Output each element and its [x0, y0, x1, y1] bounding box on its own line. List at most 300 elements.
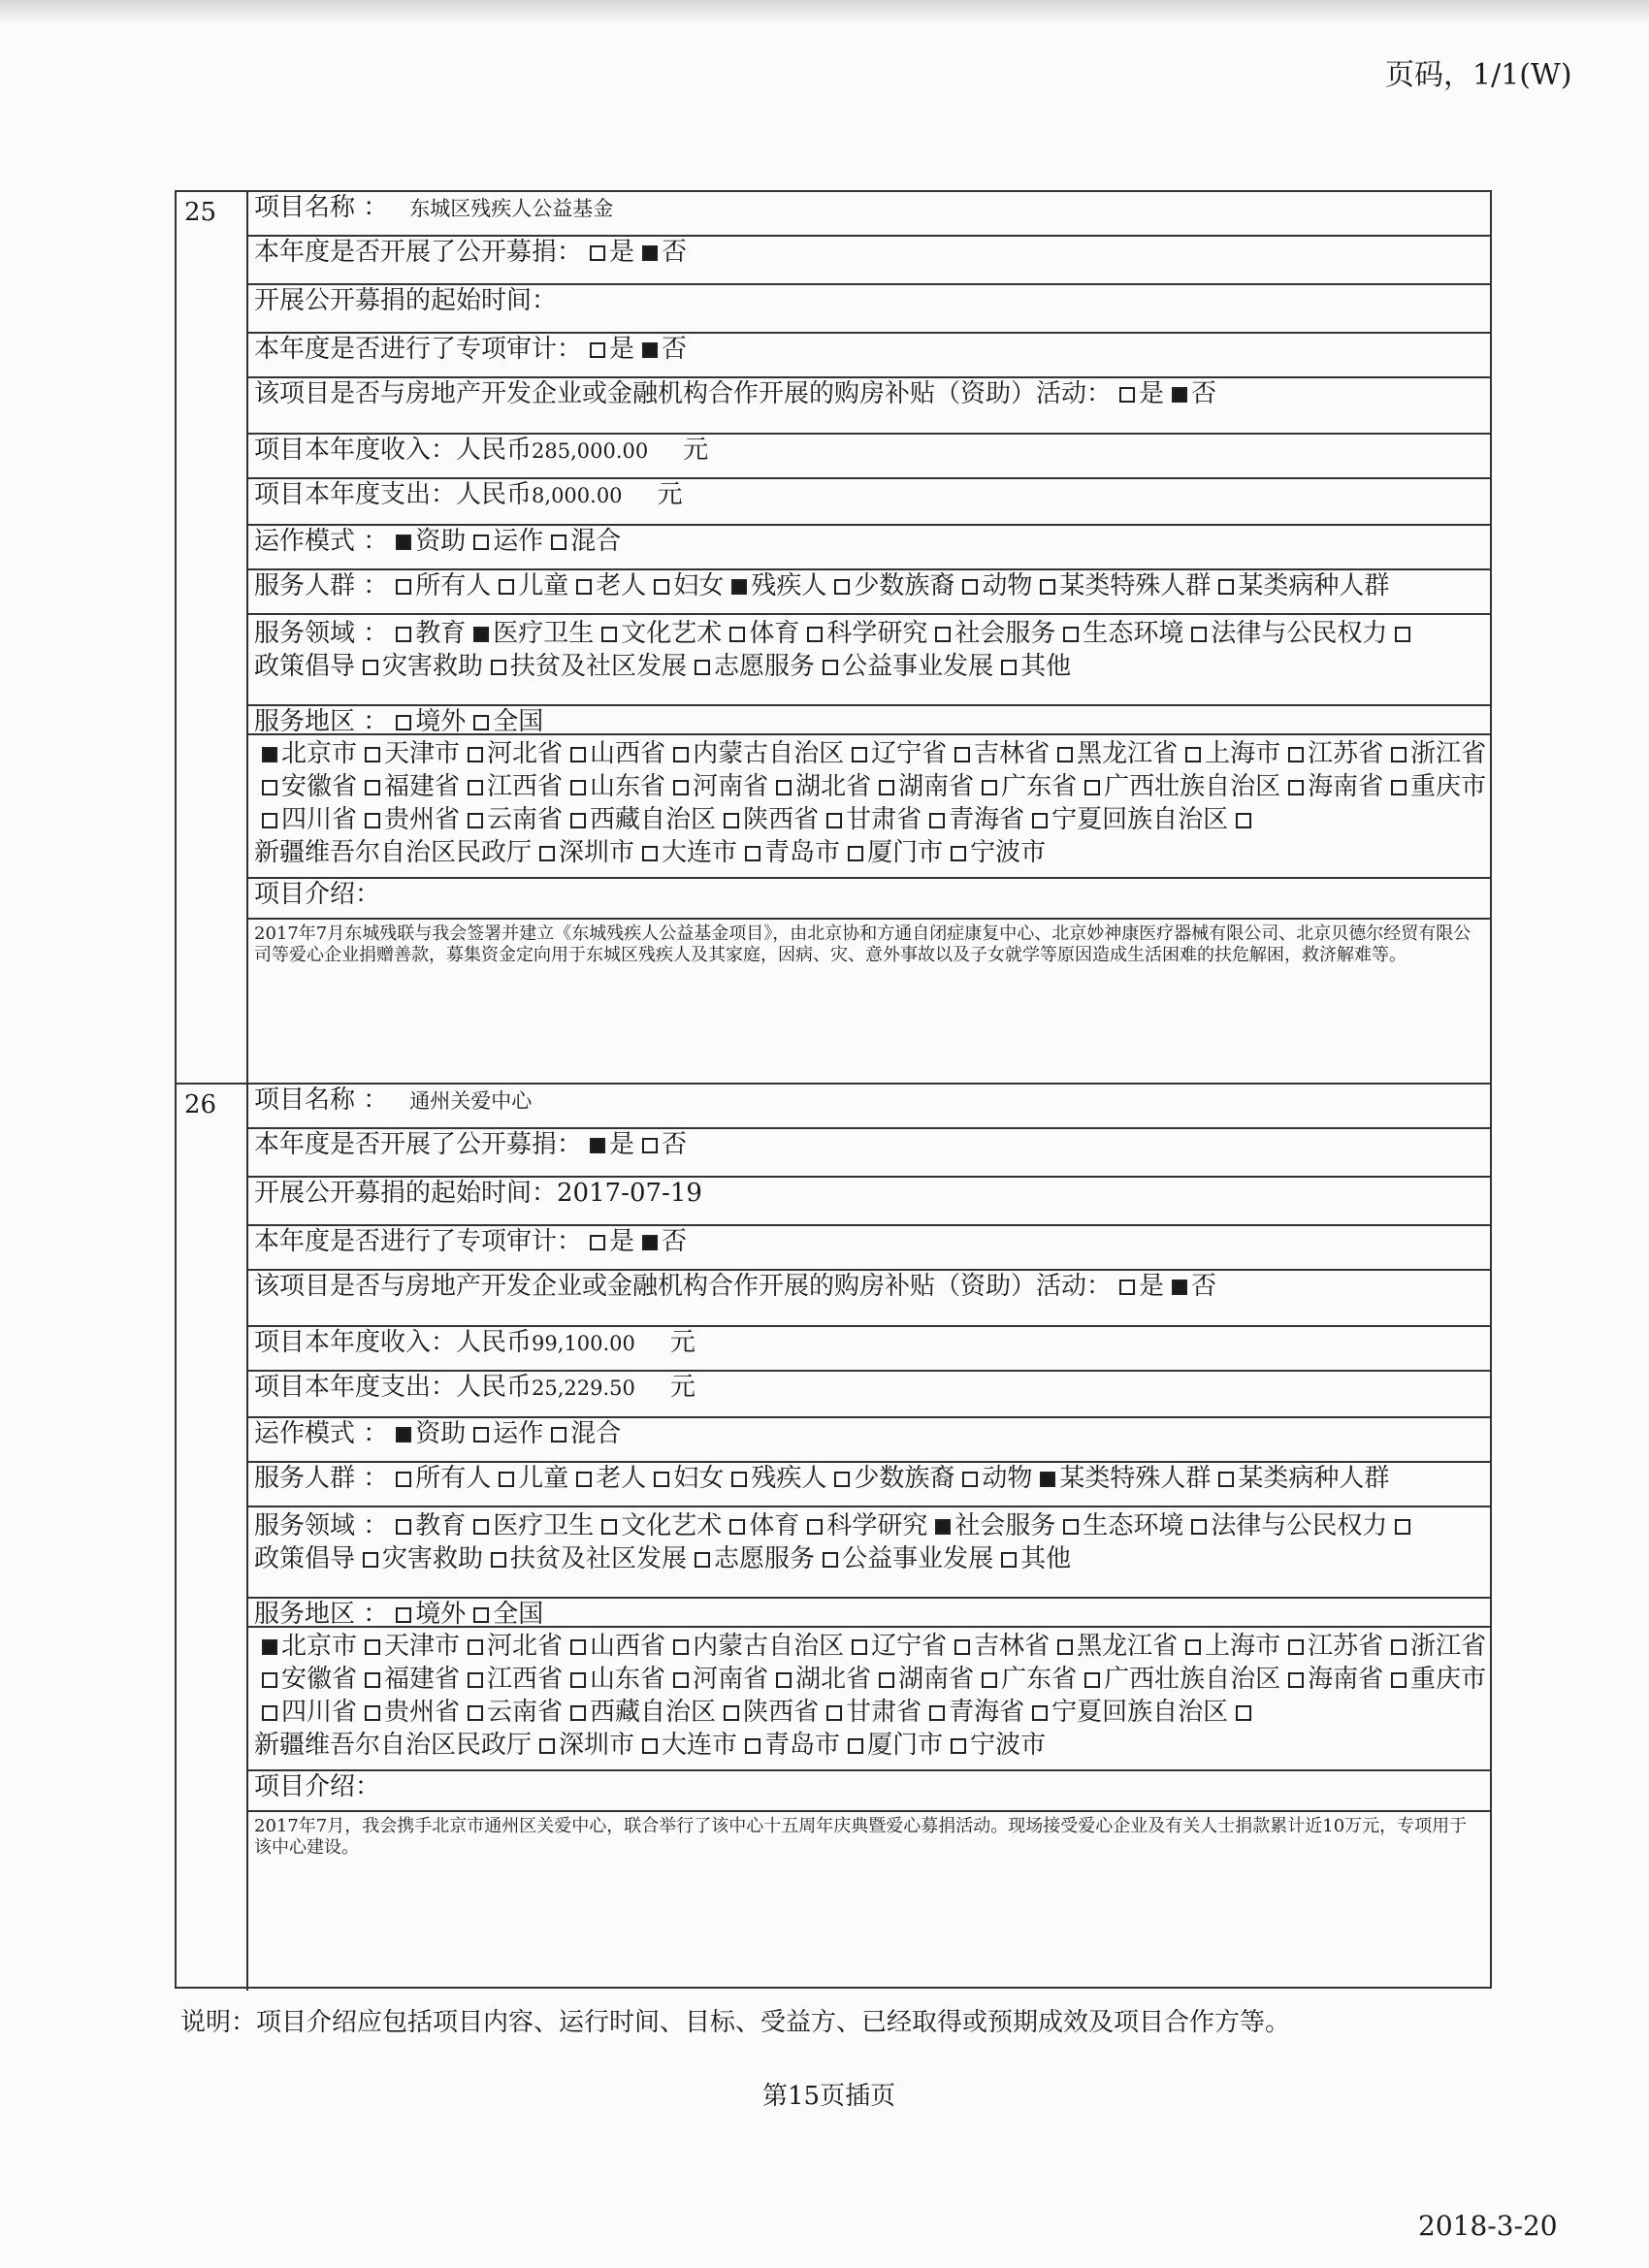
region-option[interactable] [1178, 739, 1280, 768]
operation-mode-option[interactable] [543, 1419, 621, 1448]
checkbox[interactable] [1391, 747, 1406, 762]
checkbox[interactable] [729, 1519, 745, 1535]
checkbox[interactable] [848, 1738, 863, 1754]
region-option[interactable] [974, 772, 1077, 801]
checkbox[interactable] [642, 1738, 658, 1754]
expense-value: 8,000.00 [532, 484, 623, 507]
checkbox[interactable] [590, 245, 605, 261]
region-option[interactable] [1050, 1632, 1178, 1661]
service-field-option[interactable] [355, 652, 483, 681]
checkbox[interactable] [1032, 1705, 1048, 1721]
checkbox[interactable] [731, 1472, 747, 1487]
checkbox[interactable] [848, 846, 863, 861]
region-option[interactable] [922, 1698, 1024, 1727]
region-option[interactable] [254, 805, 357, 834]
region-option[interactable] [563, 1632, 665, 1661]
checkbox[interactable] [590, 1235, 605, 1250]
region-option[interactable] [460, 1632, 563, 1661]
region-option[interactable] [1024, 805, 1228, 834]
checkbox[interactable] [551, 1427, 566, 1442]
service-field-option[interactable] [483, 1544, 687, 1573]
checkbox[interactable] [468, 747, 483, 762]
region-option[interactable] [634, 838, 737, 867]
special-audit-no[interactable] [634, 335, 687, 364]
region-option-label: 重庆市 [1410, 772, 1487, 801]
region-option[interactable] [737, 1731, 840, 1760]
checkbox[interactable] [473, 535, 489, 550]
service-population-option[interactable] [826, 1464, 954, 1493]
checkbox[interactable] [954, 1639, 970, 1655]
checkbox[interactable] [776, 780, 792, 795]
checkbox[interactable] [601, 1519, 617, 1535]
checkbox[interactable] [1185, 747, 1201, 762]
checkbox[interactable] [1119, 387, 1135, 403]
region-option[interactable] [665, 1665, 768, 1694]
region-option[interactable] [460, 739, 563, 768]
checkbox[interactable] [1391, 1672, 1406, 1688]
region-option[interactable] [1383, 1632, 1486, 1661]
checkbox[interactable] [570, 780, 586, 795]
region-option[interactable] [1024, 1698, 1228, 1727]
service-population-option[interactable] [826, 571, 954, 600]
checkbox[interactable] [954, 747, 970, 762]
region-scope-option[interactable] [466, 707, 543, 735]
checkbox[interactable] [695, 660, 710, 675]
region-option[interactable] [1280, 739, 1383, 768]
service-field-option[interactable] [388, 1511, 466, 1540]
service-field-row [248, 615, 1490, 706]
checkbox[interactable] [539, 1738, 555, 1754]
checkbox[interactable] [576, 1472, 592, 1487]
service-field-option[interactable] [1055, 1511, 1183, 1540]
service-population-option[interactable] [646, 571, 724, 600]
region-option-label: 深圳市 [559, 1731, 635, 1760]
checkbox[interactable] [1084, 780, 1100, 795]
checkbox[interactable] [491, 660, 506, 675]
region-option-label: 北京市 [281, 739, 358, 768]
checkbox[interactable] [551, 535, 566, 550]
checkbox[interactable] [365, 780, 380, 795]
checkbox[interactable] [642, 245, 658, 261]
checkbox[interactable] [590, 342, 605, 358]
checkbox[interactable] [807, 627, 823, 642]
public-fundraising-no[interactable] [634, 238, 687, 267]
region-option[interactable] [1050, 739, 1178, 768]
service-population-option[interactable] [491, 1464, 568, 1493]
checkbox[interactable] [852, 1639, 867, 1655]
service-population-option[interactable] [1032, 571, 1211, 600]
service-field-option[interactable] [687, 1544, 815, 1573]
region-option[interactable] [460, 1665, 563, 1694]
region-option[interactable] [1077, 772, 1280, 801]
service-field-option[interactable] [815, 1544, 993, 1573]
checkbox[interactable] [396, 1427, 411, 1442]
checkbox[interactable] [1057, 1639, 1073, 1655]
checkbox[interactable] [1191, 1519, 1207, 1535]
checkbox[interactable] [396, 579, 411, 595]
service-population-option[interactable] [954, 571, 1032, 600]
service-field-option[interactable] [1183, 1511, 1387, 1540]
checkbox[interactable] [365, 1672, 380, 1688]
checkbox[interactable] [1063, 627, 1079, 642]
checkbox[interactable] [935, 1519, 951, 1535]
region-option[interactable] [460, 1698, 563, 1727]
checkbox[interactable] [962, 579, 978, 595]
service-field-option[interactable] [722, 1511, 799, 1540]
checkbox[interactable] [396, 1519, 411, 1535]
region-option[interactable] [1280, 1632, 1383, 1661]
checkbox[interactable] [396, 715, 411, 730]
checkbox[interactable] [468, 1672, 483, 1688]
checkbox[interactable] [834, 1472, 850, 1487]
special-audit-yes[interactable] [582, 335, 634, 364]
region-option[interactable] [947, 739, 1050, 768]
region-option[interactable] [563, 1698, 716, 1727]
checkbox[interactable] [570, 813, 586, 828]
checkbox[interactable] [365, 747, 380, 762]
region-option[interactable] [460, 772, 563, 801]
service-field-option[interactable] [1183, 619, 1387, 648]
public-fundraising-yes[interactable] [582, 1130, 634, 1159]
region-option-label: 云南省 [487, 1698, 564, 1727]
checkbox[interactable] [570, 1705, 586, 1721]
region-option[interactable] [716, 1698, 819, 1727]
checkbox[interactable] [262, 813, 277, 828]
region-option[interactable] [254, 1665, 357, 1694]
region-option[interactable] [254, 1698, 357, 1727]
checkbox[interactable] [807, 1519, 823, 1535]
region-scope-option[interactable] [388, 1600, 466, 1628]
checkbox[interactable] [951, 1738, 966, 1754]
checkbox[interactable] [1395, 627, 1410, 642]
checkbox[interactable] [654, 1472, 669, 1487]
special-audit-no[interactable] [634, 1227, 687, 1256]
checkbox[interactable] [935, 627, 951, 642]
checkbox[interactable] [1288, 1672, 1304, 1688]
service-population-option[interactable] [568, 1464, 646, 1493]
service-population-option[interactable] [1211, 1464, 1389, 1493]
checkbox[interactable] [499, 1472, 514, 1487]
operation-mode-option[interactable] [388, 1419, 466, 1448]
checkbox[interactable] [396, 1472, 411, 1487]
region-scope-option-label: 全国 [493, 707, 544, 735]
region-option[interactable] [1280, 772, 1383, 801]
region-option[interactable] [357, 1665, 460, 1694]
service-field-option[interactable] [483, 652, 687, 681]
checkbox[interactable] [673, 780, 689, 795]
service-population-option[interactable] [724, 571, 826, 600]
service-field-row [248, 1507, 1490, 1599]
service-population-option[interactable] [1032, 1464, 1211, 1493]
checkbox[interactable] [642, 1235, 658, 1250]
checkbox[interactable] [491, 1552, 506, 1568]
checkbox[interactable] [826, 813, 842, 828]
region-option[interactable] [357, 1632, 460, 1661]
region-option[interactable] [357, 739, 460, 768]
checkbox[interactable] [1040, 579, 1055, 595]
region-option[interactable] [768, 1665, 871, 1694]
checkbox[interactable] [642, 846, 658, 861]
service-field-option[interactable] [993, 652, 1071, 681]
region-option[interactable] [634, 1731, 737, 1760]
service-field-label: 服务领域 ： [254, 1511, 389, 1540]
checkbox[interactable] [1032, 813, 1048, 828]
service-field-option[interactable] [355, 1544, 483, 1573]
region-option-label: 广西壮族自治区 [1104, 772, 1281, 801]
region-option[interactable] [871, 772, 974, 801]
checkbox[interactable] [365, 1639, 380, 1655]
region-option[interactable] [943, 1731, 1046, 1760]
checkbox[interactable] [951, 846, 966, 861]
checkbox[interactable] [695, 1552, 710, 1568]
checkbox[interactable] [570, 747, 586, 762]
region-option[interactable] [844, 739, 947, 768]
expense-row [248, 1372, 1490, 1418]
service-field-option[interactable] [722, 619, 799, 648]
checkbox[interactable] [601, 627, 617, 642]
service-field-option[interactable] [388, 619, 466, 648]
service-field-option[interactable] [466, 1511, 594, 1540]
housing-subsidy-no[interactable] [1164, 379, 1216, 408]
region-option[interactable] [840, 1731, 943, 1760]
service-population-option[interactable] [724, 1464, 826, 1493]
region-option[interactable] [871, 1665, 974, 1694]
checkbox[interactable] [576, 579, 592, 595]
service-population-option[interactable] [388, 1464, 491, 1493]
region-option-label: 上海市 [1205, 1632, 1281, 1661]
checkbox[interactable] [929, 813, 945, 828]
checkbox[interactable] [473, 1519, 489, 1535]
checkbox[interactable] [499, 579, 514, 595]
checkbox[interactable] [1172, 1280, 1187, 1295]
region-option[interactable] [974, 1665, 1077, 1694]
region-option[interactable] [947, 1632, 1050, 1661]
region-option[interactable] [922, 805, 1024, 834]
service-population-option[interactable] [568, 571, 646, 600]
service-field-option[interactable] [799, 1511, 927, 1540]
service-field-option[interactable] [1055, 619, 1183, 648]
checkbox[interactable] [731, 579, 747, 595]
checkbox[interactable] [982, 1672, 997, 1688]
service-population-option[interactable] [646, 1464, 724, 1493]
region-option-label: 内蒙古自治区 [693, 1632, 845, 1661]
service-population-option[interactable] [491, 571, 568, 600]
checkbox[interactable] [729, 627, 745, 642]
checkbox[interactable] [473, 1427, 489, 1442]
region-option[interactable] [768, 772, 871, 801]
housing-subsidy-yes[interactable] [1112, 379, 1164, 408]
region-option[interactable] [737, 838, 840, 867]
service-field-option[interactable] [594, 619, 722, 648]
service-field-option[interactable] [594, 1511, 722, 1540]
checkbox[interactable] [962, 1472, 978, 1487]
region-option[interactable] [1383, 772, 1486, 801]
region-option[interactable] [254, 772, 357, 801]
checkbox[interactable] [365, 1705, 380, 1721]
checkbox[interactable] [1288, 780, 1304, 795]
public-fundraising-yes[interactable] [582, 238, 634, 267]
region-option[interactable] [460, 805, 563, 834]
service-population-label: 服务人群 ： [254, 571, 389, 600]
region-option[interactable] [357, 772, 460, 801]
checkbox[interactable] [642, 1138, 658, 1153]
checkbox[interactable] [1172, 387, 1187, 403]
region-option[interactable] [1077, 1665, 1280, 1694]
checkbox[interactable] [468, 1639, 483, 1655]
checkbox[interactable] [262, 1639, 277, 1655]
region-option[interactable] [943, 838, 1046, 867]
checkbox[interactable] [468, 813, 483, 828]
checkbox[interactable] [879, 780, 894, 795]
operation-mode-option[interactable] [466, 527, 543, 556]
checkbox[interactable] [590, 1138, 605, 1153]
region-option[interactable] [819, 1698, 922, 1727]
checkbox[interactable] [879, 1672, 894, 1688]
region-option[interactable] [665, 772, 768, 801]
region-scope-option[interactable] [388, 707, 466, 735]
checkbox[interactable] [262, 780, 277, 795]
checkbox[interactable] [1288, 1639, 1304, 1655]
checkbox[interactable] [929, 1705, 945, 1721]
region-scope-option[interactable] [466, 1600, 543, 1628]
region-option[interactable] [563, 1665, 665, 1694]
checkbox[interactable] [1057, 747, 1073, 762]
checkbox[interactable] [539, 846, 555, 861]
checkbox[interactable] [1391, 1639, 1406, 1655]
checkbox[interactable] [262, 1672, 277, 1688]
service-field-option[interactable] [927, 1511, 1055, 1540]
checkbox[interactable] [1218, 579, 1234, 595]
checkbox[interactable] [396, 535, 411, 550]
region-option[interactable] [254, 1632, 357, 1661]
checkbox[interactable] [468, 780, 483, 795]
checkbox[interactable] [745, 1738, 760, 1754]
checkbox[interactable] [468, 1705, 483, 1721]
region-option[interactable] [1178, 1632, 1280, 1661]
region-option[interactable] [1383, 739, 1486, 768]
project-intro-label-row [248, 1771, 1490, 1812]
region-option[interactable] [665, 1632, 844, 1661]
region-option[interactable] [254, 739, 357, 768]
checkbox[interactable] [673, 1639, 689, 1655]
region-option[interactable] [563, 739, 665, 768]
project-name-value: 通州关爱中心 [409, 1089, 533, 1113]
service-population-option[interactable] [1211, 571, 1389, 600]
checkbox[interactable] [826, 1705, 842, 1721]
checkbox[interactable] [1119, 1280, 1135, 1295]
service-field-option[interactable] [927, 619, 1055, 648]
checkbox[interactable] [365, 813, 380, 828]
operation-mode-option[interactable] [466, 1419, 543, 1448]
checkbox[interactable] [673, 747, 689, 762]
region-option[interactable] [563, 772, 665, 801]
region-option[interactable] [716, 805, 819, 834]
checkbox[interactable] [982, 780, 997, 795]
region-option[interactable] [819, 805, 922, 834]
checkbox[interactable] [1236, 1705, 1251, 1721]
checkbox[interactable] [1001, 660, 1017, 675]
checkbox[interactable] [834, 579, 850, 595]
region-option[interactable] [357, 805, 460, 834]
service-field-option[interactable] [799, 619, 927, 648]
service-population-option[interactable] [388, 571, 491, 600]
checkbox[interactable] [262, 1705, 277, 1721]
expense-value: 25,229.50 [532, 1377, 635, 1400]
region-option[interactable] [532, 1731, 634, 1760]
service-field-option[interactable] [687, 652, 815, 681]
checkbox[interactable] [654, 579, 669, 595]
checkbox[interactable] [363, 1552, 378, 1568]
checkbox[interactable] [1084, 1672, 1100, 1688]
checkbox[interactable] [1395, 1519, 1410, 1535]
service-field-option[interactable] [815, 652, 993, 681]
checkbox[interactable] [1001, 1552, 1017, 1568]
region-option[interactable] [1280, 1665, 1383, 1694]
special-audit-yes[interactable] [582, 1227, 634, 1256]
region-option[interactable] [357, 1698, 460, 1727]
checkbox[interactable] [1185, 1639, 1201, 1655]
checkbox[interactable] [1218, 1472, 1234, 1487]
housing-subsidy-yes[interactable] [1112, 1272, 1164, 1301]
region-option[interactable] [840, 838, 943, 867]
checkbox[interactable] [745, 846, 760, 861]
checkbox[interactable] [570, 1672, 586, 1688]
region-option[interactable] [1383, 1665, 1486, 1694]
checkbox[interactable] [1391, 780, 1406, 795]
operation-mode-option-label: 混合 [570, 1419, 622, 1448]
checkbox[interactable] [724, 813, 739, 828]
fundraising-start-value: 2017-07-19 [557, 1179, 702, 1208]
service-field-option[interactable] [466, 619, 594, 648]
checkbox[interactable] [823, 1552, 838, 1568]
checkbox[interactable] [1288, 747, 1304, 762]
operation-mode-option[interactable] [543, 527, 621, 556]
checkbox[interactable] [473, 715, 489, 730]
checkbox[interactable] [396, 1607, 411, 1623]
region-option[interactable] [532, 838, 634, 867]
service-population-option[interactable] [954, 1464, 1032, 1493]
public-fundraising-no[interactable] [634, 1130, 687, 1159]
service-field-option[interactable] [993, 1544, 1071, 1573]
checkbox[interactable] [570, 1639, 586, 1655]
region-option-label: 江苏省 [1308, 739, 1384, 768]
checkbox[interactable] [642, 342, 658, 358]
checkbox[interactable] [396, 627, 411, 642]
checkbox[interactable] [1063, 1519, 1079, 1535]
region-option[interactable] [563, 805, 716, 834]
checkbox[interactable] [1191, 627, 1207, 642]
housing-subsidy-no[interactable] [1164, 1272, 1216, 1301]
checkbox[interactable] [724, 1705, 739, 1721]
checkbox[interactable] [1040, 1472, 1055, 1487]
housing-subsidy-row [248, 1271, 1490, 1327]
region-option[interactable] [665, 739, 844, 768]
checkbox[interactable] [473, 1607, 489, 1623]
checkbox[interactable] [823, 660, 838, 675]
no-label: 否 [1191, 379, 1217, 408]
checkbox[interactable] [776, 1672, 792, 1688]
checkbox[interactable] [673, 1672, 689, 1688]
region-option-label: 天津市 [384, 1632, 461, 1661]
operation-mode-option[interactable] [388, 527, 466, 556]
region-option[interactable] [844, 1632, 947, 1661]
checkbox[interactable] [1236, 813, 1251, 828]
checkbox[interactable] [473, 627, 489, 642]
checkbox[interactable] [363, 660, 378, 675]
checkbox[interactable] [262, 747, 277, 762]
region-option-label: 厦门市 [867, 1731, 944, 1760]
checkbox[interactable] [852, 747, 867, 762]
